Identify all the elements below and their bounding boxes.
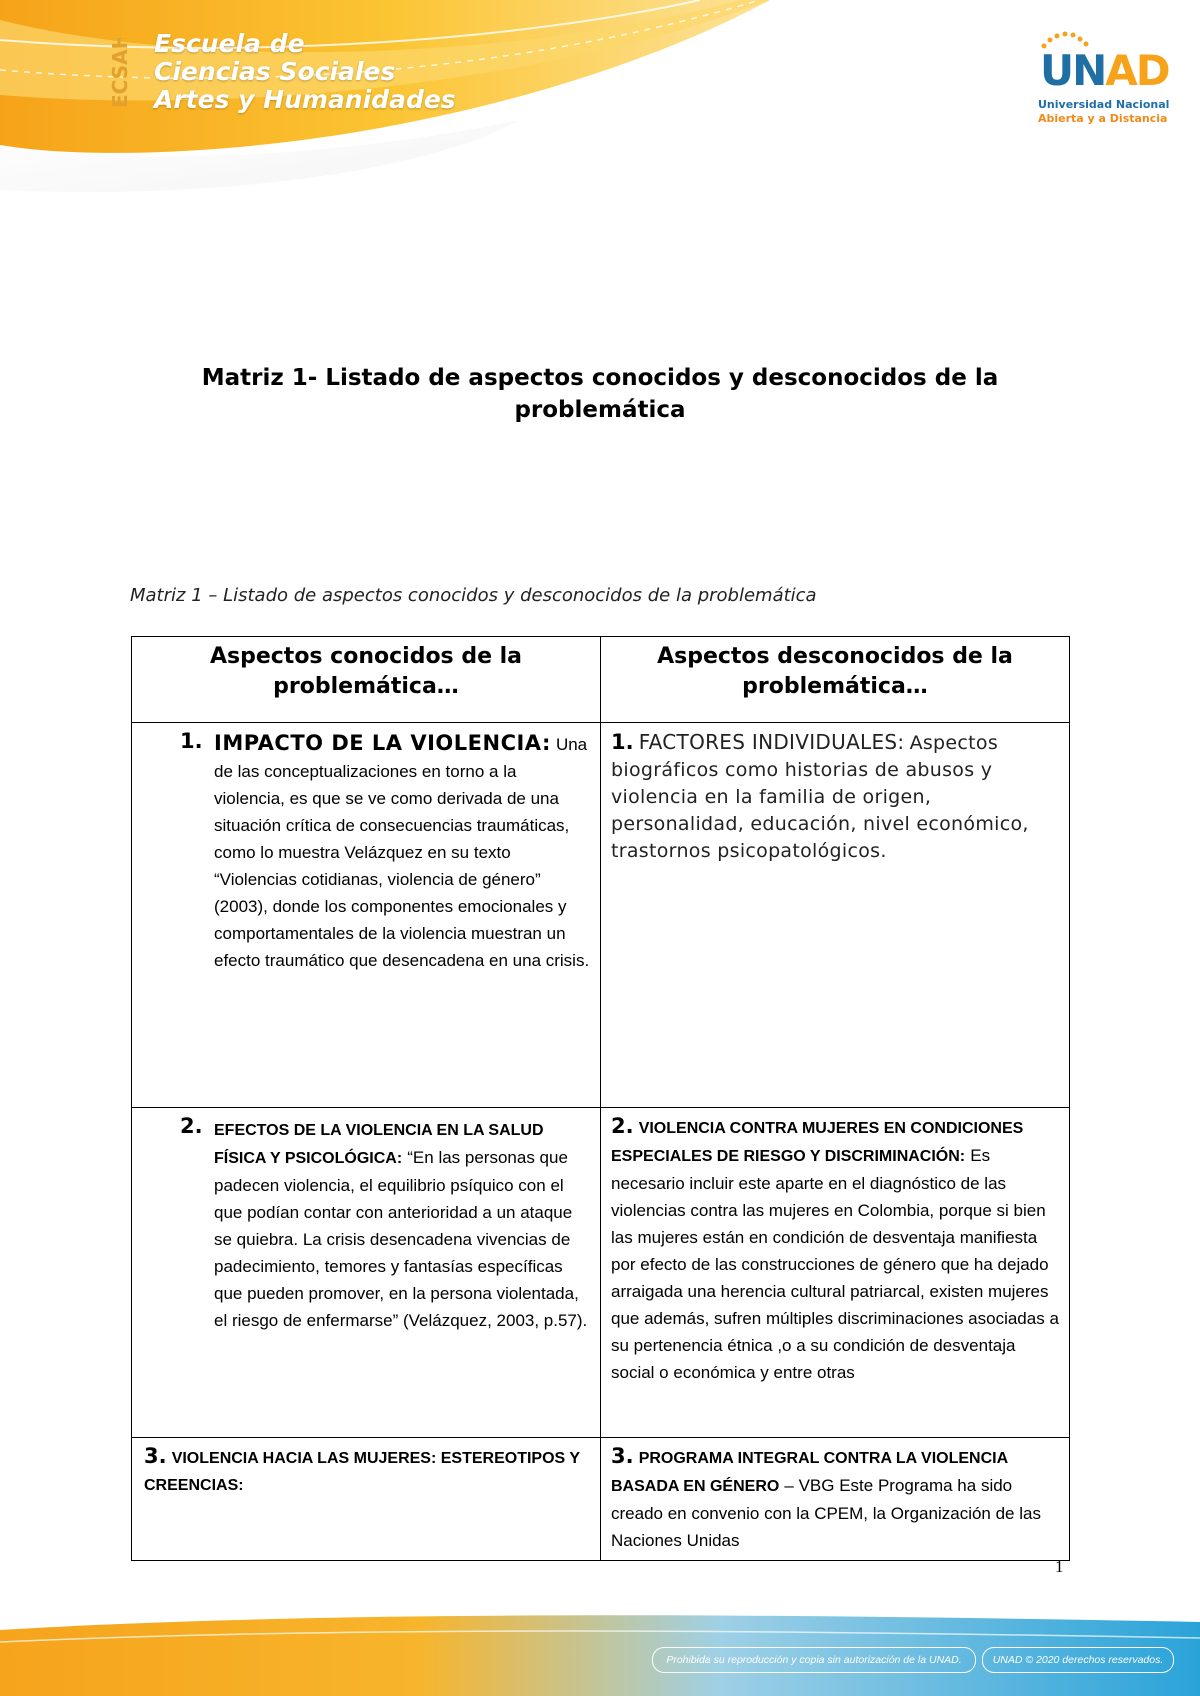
unad-letters-ad: AD	[1105, 46, 1169, 95]
item-heading: VIOLENCIA HACIA LAS MUJERES: ESTEREOTIPOS Y CREENCIAS:	[144, 1450, 580, 1494]
table-row	[132, 1108, 1070, 1438]
unad-letter-u: U	[1040, 46, 1073, 95]
item-heading: PROGRAMA INTEGRAL CONTRA LA VIOLENCIA BASADA EN GÉNERO	[611, 1450, 1008, 1495]
table-caption: Matriz 1 – Listado de aspectos conocidos y desconocidos de la problemática	[130, 585, 817, 606]
footer-notice-copy: Prohibida su reproducción y copia sin autorización de la UNAD.	[652, 1647, 976, 1673]
item-body: Es necesario incluir este aparte en el diagnóstico de las violencias contra las mujeres en Colombia, porque si bien las mujeres están en condición de desventaja manifiesta por efecto de las construcciones de género que ha dejado arraigada una herencia cultural patriarcal, existen mujeres que además, sufren múltiples discriminaciones asociadas a su pertenencia étnica ,o a su condición de desventaja social o económica y entre otras	[611, 1146, 1059, 1382]
unknown-cell-1	[601, 723, 1070, 1108]
item-number: 1.	[611, 730, 634, 754]
unad-subtitle-1: Universidad Nacional	[1038, 98, 1170, 111]
item-number: 3.	[611, 1444, 634, 1468]
known-cell-1	[132, 723, 601, 1108]
table-row	[132, 723, 1070, 1108]
item-heading: EFECTOS DE LA VIOLENCIA EN LA SALUD FÍSICA Y PSICOLÓGICA:	[214, 1122, 544, 1167]
item-body: – VBG Este Programa ha sido creado en convenio con la CPEM, la Organización de las Naciones Unidas	[611, 1476, 1041, 1550]
item-heading: FACTORES INDIVIDUALES:	[638, 730, 905, 754]
header-unknown: Aspectos desconocidos de la problemática…	[601, 637, 1070, 723]
header-known: Aspectos conocidos de la problemática…	[132, 637, 601, 723]
unad-logo	[1030, 28, 1170, 128]
item-body: Aspectos biográficos como historias de abusos y violencia en la familia de origen, personalidad, educación, nivel económico, trastornos psicopatológicos.	[611, 732, 1029, 862]
item-number: 2.	[180, 1114, 203, 1138]
document-title: Matriz 1- Listado de aspectos conocidos y desconocidos de la problemática	[201, 365, 999, 423]
school-acronym-text: ECSAH	[108, 38, 132, 108]
unknown-cell-2	[601, 1108, 1070, 1438]
item-number: 1.	[180, 729, 203, 753]
table-header-row	[132, 637, 1070, 723]
item-body: “En las personas que padecen violencia, el equilibrio psíquico con el que podían contar con anterioridad a un ataque se quiebra. La crisis desencadena vivencias de padecimiento, temores y fantasías específicas que pueden promover, en la persona violentada, el riesgo de enfermarse” (Velázquez, 2003, p.57).	[214, 1148, 588, 1330]
item-number: 2.	[611, 1114, 634, 1138]
known-cell-2	[132, 1108, 601, 1438]
table-row	[132, 1438, 1070, 1561]
footer-notice-rights: UNAD © 2020 derechos reservados.	[982, 1647, 1174, 1673]
unad-letter-n: N	[1072, 46, 1106, 95]
unknown-cell-3	[601, 1438, 1070, 1561]
school-line-3: Artes y Humanidades	[154, 85, 456, 114]
item-heading: VIOLENCIA CONTRA MUJERES EN CONDICIONES ESPECIALES DE RIESGO Y DISCRIMINACIÓN:	[611, 1120, 1024, 1165]
school-line-1: Escuela de	[154, 29, 305, 58]
unad-subtitle-2: Abierta y a Distancia	[1038, 112, 1168, 125]
item-number: 3.	[144, 1444, 167, 1468]
item-heading: IMPACTO DE LA VIOLENCIA:	[214, 731, 551, 755]
matrix-table	[131, 636, 1070, 1561]
school-line-2: Ciencias Sociales	[154, 57, 396, 86]
page-number: 1	[1055, 1557, 1064, 1576]
unad-wordmark	[1040, 46, 1169, 95]
item-body: Una de las conceptualizaciones en torno a la violencia, es que se ve como derivada de una situación crítica de consecuencias traumáticas, como lo muestra Velázquez en su texto “Violencias cotidianas, violencia de género” (2003), donde los componentes emocionales y comportamentales de la violencia muestran un efecto traumático que desencadena en una crisis.	[214, 735, 590, 970]
known-cell-3	[132, 1438, 601, 1561]
school-acronym	[107, 38, 135, 110]
school-name	[154, 30, 484, 114]
